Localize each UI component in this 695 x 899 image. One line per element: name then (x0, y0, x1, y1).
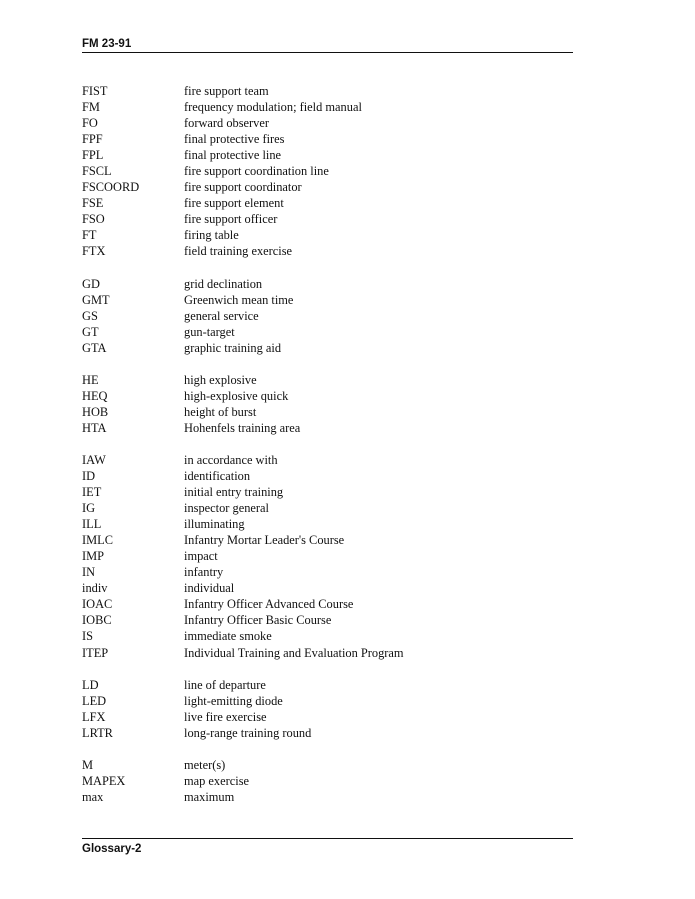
header-title: FM 23-91 (82, 38, 132, 50)
glossary-definition: final protective fires (184, 132, 285, 147)
glossary-term: IN (82, 565, 96, 580)
page-header (82, 38, 573, 53)
glossary-entry (82, 709, 573, 725)
glossary-term: IMLC (82, 533, 113, 548)
glossary-definition: inspector general (184, 501, 269, 516)
glossary-definition: frequency modulation; field manual (184, 100, 362, 115)
glossary-entry (82, 645, 573, 661)
glossary-entry (82, 789, 573, 805)
glossary-entry (82, 773, 573, 789)
glossary-entry (82, 308, 573, 324)
glossary-definition: forward observer (184, 116, 269, 131)
glossary-term: FSCOORD (82, 180, 140, 195)
glossary-term: HTA (82, 420, 107, 435)
glossary-definition: fire support coordination line (184, 164, 329, 179)
glossary-definition: Individual Training and Evaluation Program (184, 645, 404, 660)
glossary-definition: gun-target (184, 324, 235, 339)
glossary-term: max (82, 789, 104, 804)
glossary-term: IOBC (82, 613, 112, 628)
glossary-term: M (82, 757, 94, 772)
glossary-definition: initial entry training (184, 485, 284, 500)
glossary-term: FT (82, 228, 97, 243)
glossary-term: FIST (82, 84, 108, 98)
glossary-entry (82, 227, 573, 243)
glossary-term: HEQ (82, 388, 108, 403)
glossary-definition: infantry (184, 565, 224, 580)
glossary-definition: maximum (184, 789, 235, 804)
glossary-term: IET (82, 485, 102, 500)
glossary-entry (82, 596, 573, 612)
glossary-definition: illuminating (184, 517, 245, 532)
glossary-entry (82, 757, 573, 773)
glossary-term: LFX (82, 709, 106, 724)
glossary-definition: impact (184, 549, 218, 564)
glossary-definition: immediate smoke (184, 629, 272, 644)
glossary-term: FSCL (82, 164, 112, 179)
glossary-entry (82, 163, 573, 179)
glossary-group (82, 452, 573, 661)
footer-page-label: Glossary-2 (82, 843, 142, 855)
glossary-entry (82, 147, 573, 163)
glossary-entry (82, 388, 573, 404)
glossary-term: FTX (82, 244, 106, 259)
glossary-term: GTA (82, 340, 107, 355)
glossary-definition: fire support team (184, 84, 269, 98)
glossary-term: LRTR (82, 725, 113, 740)
glossary-term: ID (82, 468, 96, 483)
glossary-definition: final protective line (184, 148, 282, 163)
glossary-definition: Infantry Officer Advanced Course (184, 597, 354, 612)
glossary-term: FSO (82, 212, 105, 227)
glossary-term: FPF (82, 132, 103, 147)
glossary-definition: live fire exercise (184, 709, 267, 724)
footer-rule (82, 838, 573, 839)
glossary-entry (82, 677, 573, 693)
glossary-definition: map exercise (184, 773, 250, 788)
glossary-definition: general service (184, 308, 259, 323)
glossary-entry (82, 99, 573, 115)
glossary-term: FO (82, 116, 98, 131)
glossary-entry (82, 693, 573, 709)
glossary-term: IMP (82, 549, 105, 564)
glossary-term: LED (82, 693, 107, 708)
glossary-definition: Greenwich mean time (184, 292, 294, 307)
glossary-group (82, 372, 573, 436)
glossary-definition: long-range training round (184, 725, 312, 740)
glossary-entry (82, 211, 573, 227)
glossary-entry (82, 131, 573, 147)
glossary-group (82, 276, 573, 356)
glossary-term: ILL (82, 517, 102, 532)
glossary-term: FSE (82, 196, 104, 211)
glossary-definition: line of departure (184, 677, 266, 692)
glossary-entry (82, 516, 573, 532)
glossary-entry (82, 83, 573, 99)
glossary-definition: fire support officer (184, 212, 278, 227)
glossary-term: FPL (82, 148, 104, 163)
glossary-term: IS (82, 629, 94, 644)
glossary-entry (82, 628, 573, 644)
glossary-term: LD (82, 677, 99, 692)
glossary-entry (82, 500, 573, 516)
glossary-entry (82, 276, 573, 292)
glossary-entry (82, 468, 573, 484)
glossary-definition: Infantry Mortar Leader's Course (184, 533, 345, 548)
glossary-entry (82, 612, 573, 628)
glossary-term: GMT (82, 292, 110, 307)
glossary-group (82, 83, 573, 260)
glossary-entry (82, 340, 573, 356)
glossary-definition: fire support coordinator (184, 180, 302, 195)
glossary-term: GT (82, 324, 99, 339)
glossary-definition: graphic training aid (184, 340, 282, 355)
page-footer (82, 838, 573, 856)
glossary-entry (82, 452, 573, 468)
glossary-term: MAPEX (82, 773, 126, 788)
glossary-definition: grid declination (184, 276, 263, 291)
glossary-term: GD (82, 276, 100, 291)
glossary-term: indiv (82, 581, 108, 596)
glossary-definition: high-explosive quick (184, 388, 289, 403)
glossary-definition: light-emitting diode (184, 693, 283, 708)
glossary-definition: height of burst (184, 404, 257, 419)
glossary-definition: fire support element (184, 196, 284, 211)
glossary-entry (82, 404, 573, 420)
glossary-definition: field training exercise (184, 244, 293, 259)
glossary-definition: identification (184, 468, 251, 483)
glossary-definition: firing table (184, 228, 239, 243)
glossary-entry (82, 195, 573, 211)
glossary-definition: high explosive (184, 372, 257, 387)
glossary-term: GS (82, 308, 98, 323)
glossary-definition: Hohenfels training area (184, 420, 301, 435)
glossary-entry (82, 564, 573, 580)
glossary-entry (82, 179, 573, 195)
glossary-definition: individual (184, 581, 235, 596)
glossary-term: FM (82, 100, 100, 115)
glossary-entry (82, 115, 573, 131)
header-rule (82, 52, 573, 53)
glossary-entry (82, 243, 573, 259)
glossary-term: HOB (82, 404, 109, 419)
glossary-entry (82, 548, 573, 564)
glossary-term: IOAC (82, 597, 113, 612)
glossary-term: IG (82, 501, 96, 516)
glossary-term: IAW (82, 452, 106, 467)
glossary-entry (82, 580, 573, 596)
glossary-list (82, 83, 573, 821)
glossary-entry (82, 532, 573, 548)
glossary-entry (82, 484, 573, 500)
glossary-group (82, 757, 573, 805)
glossary-entry (82, 292, 573, 308)
glossary-term: HE (82, 372, 99, 387)
glossary-entry (82, 420, 573, 436)
glossary-definition: Infantry Officer Basic Course (184, 613, 332, 628)
glossary-group (82, 677, 573, 741)
glossary-entry (82, 725, 573, 741)
glossary-term: ITEP (82, 645, 109, 660)
glossary-entry (82, 324, 573, 340)
glossary-definition: in accordance with (184, 452, 278, 467)
glossary-definition: meter(s) (184, 757, 226, 772)
glossary-entry (82, 372, 573, 388)
